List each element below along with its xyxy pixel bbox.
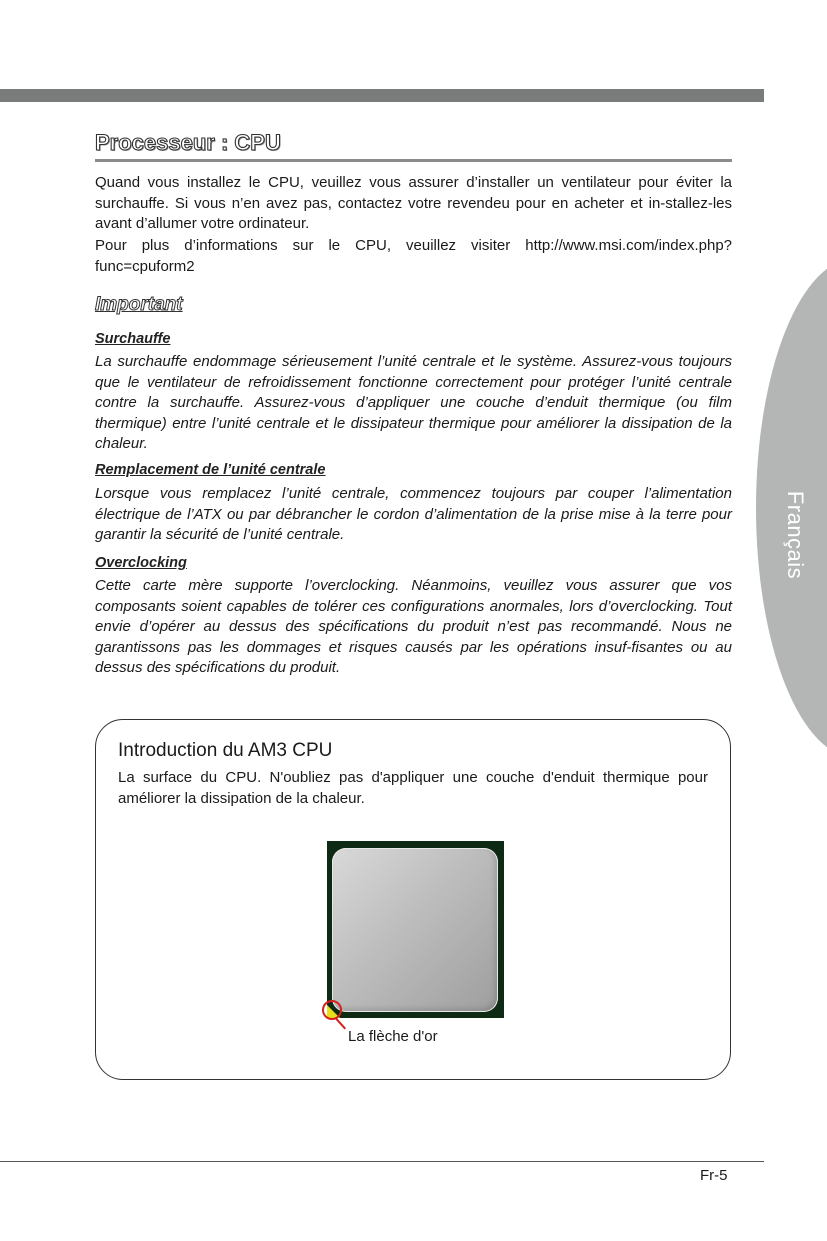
gold-arrow-highlight-circle (322, 1000, 342, 1020)
page-number: Fr-5 (700, 1167, 728, 1184)
am3-intro-title: Introduction du AM3 CPU (118, 740, 333, 761)
subhead-overclocking: Overclocking (95, 555, 187, 571)
header-bar (0, 89, 764, 102)
important-heading: Important (95, 294, 183, 315)
title-underline (95, 159, 732, 162)
subhead-surchauffe: Surchauffe (95, 331, 171, 347)
cpu-heatspreader (332, 848, 498, 1012)
am3-intro-text: La surface du CPU. N'oubliez pas d'appliquer une couche d'enduit thermique pour améliorer la dissipation de la chaleur. (118, 769, 708, 807)
text-overclocking: Cette carte mère supporte l’overclocking. Néanmoins, veuillez vous assurer que vos composants soient capables de tolérer ces configurations anormales, lors d’overclocking. Tout envie d’opérer au dessus des spécifications du produit n’est pas recommandé. Nous ne garantissons pas les dommages et risques causés par les opérations insuf-fisantes ou au dessus des spécifications du produit. (95, 577, 732, 676)
text-surchauffe: La surchauffe endommage sérieusement l’unité centrale et le système. Assurez-vous toujours que le ventilateur de refroidissement fonctionne correctement pour protéger l’unité centrale contre la surchauffe. Assurez-vous d’appliquer une couche d’enduit thermique (ou film thermique) entre l’unité centrale et le dissipateur thermique pour améliorer la dissipation de la chaleur. (95, 353, 732, 452)
intro-paragraph: Quand vous installez le CPU, veuillez vous assurer d’installer un ventilateur pour éviter la surchauffe. Si vous n’en avez pas, contactez votre revendeu pour en acheter et in-stallez-les avant d’allumer votre ordinateur. (95, 174, 732, 232)
language-label: Français (783, 490, 809, 580)
info-paragraph: Pour plus d’informations sur le CPU, veuillez visiter http://www.msi.com/index.php?func=cpuform2 (95, 237, 732, 275)
subhead-remplacement: Remplacement de l’unité centrale (95, 462, 326, 478)
text-remplacement: Lorsque vous remplacez l’unité centrale, commencez toujours par couper l’alimentation électrique de l’ATX ou par débrancher le cordon d’alimentation de la prise mise à la terre pour garantir la sécurité de l’unité centrale. (95, 485, 732, 543)
section-title: Processeur : CPU (95, 130, 281, 155)
gold-arrow-caption: La flèche d'or (348, 1028, 438, 1045)
footer-rule (0, 1161, 764, 1162)
